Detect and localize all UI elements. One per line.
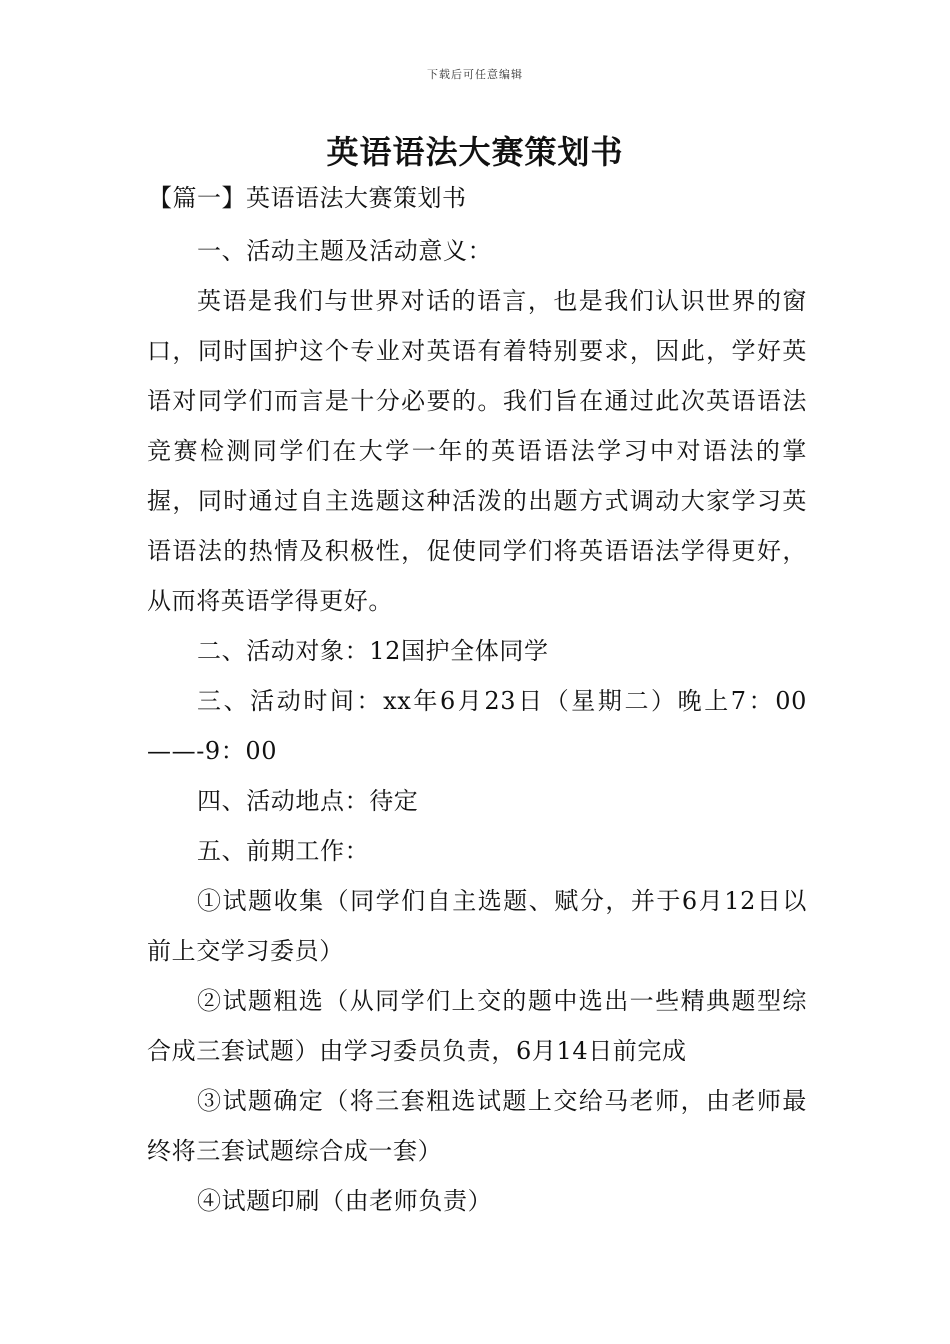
item-activity-location: 四、活动地点：待定: [197, 787, 419, 815]
list-item-question-collection: ①试题收集（同学们自主选题、赋分，并于6月12日以前上交学习委员）: [147, 887, 807, 965]
header-note: 下载后可任意编辑: [427, 68, 523, 81]
heading-activity-theme: 一、活动主题及活动意义：: [197, 237, 493, 265]
item-activity-target: 二、活动对象：12国护全体同学: [197, 637, 549, 665]
heading-preparation: 五、前期工作：: [197, 837, 370, 865]
list-item-question-selection: ②试题粗选（从同学们上交的题中选出一些精典题型综合成三套试题）由学习委员负责，6月14日前完成: [147, 987, 807, 1065]
document-body: [147, 226, 807, 1226]
list-item-question-finalization: ③试题确定（将三套粗选试题上交给马老师，由老师最终将三套试题综合成一套）: [147, 1087, 807, 1165]
item-activity-time: 三、活动时间：xx年6月23日（星期二）晚上7：00——-9：00: [147, 687, 807, 765]
section-heading: 【篇一】英语语法大赛策划书: [148, 184, 467, 212]
document-title: 英语语法大赛策划书: [326, 133, 624, 171]
list-item-question-printing: ④试题印刷（由老师负责）: [197, 1187, 493, 1215]
paragraph-purpose: 英语是我们与世界对话的语言，也是我们认识世界的窗口，同时国护这个专业对英语有着特别要求，因此，学好英语对同学们而言是十分必要的。我们旨在通过此次英语语法竞赛检测同学们在大学一年的英语语法学习中对语法的掌握，同时通过自主选题这种活泼的出题方式调动大家学习英语语法的热情及积极性，促使同学们将英语语法学得更好，从而将英语学得更好。: [147, 287, 807, 615]
